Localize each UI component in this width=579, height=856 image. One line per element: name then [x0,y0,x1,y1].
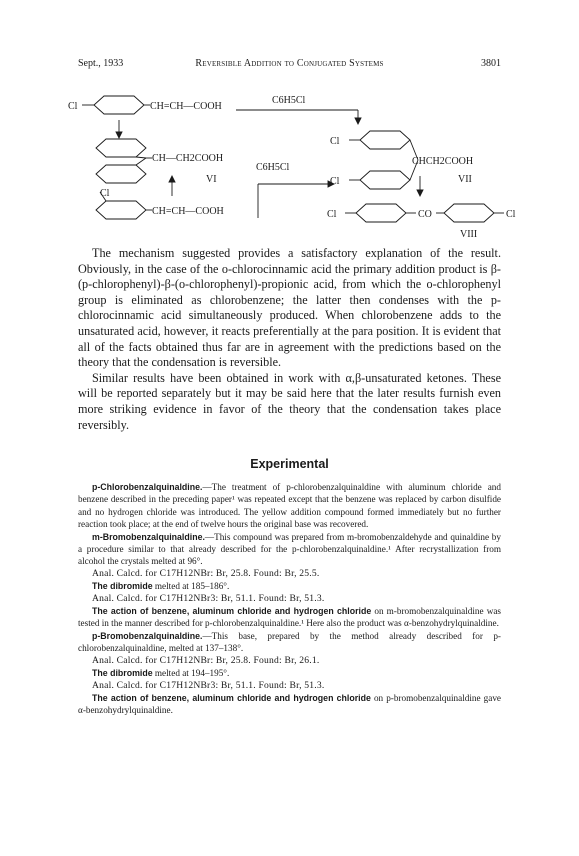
scheme-label-vii: VII [458,174,472,185]
scheme-cl-4: Cl [330,176,340,187]
analysis-3: Anal. Calcd. for C17H12NBr: Br, 25.8. Found: Br, 26.1. [92,654,320,666]
entry-action-p: The action of benzene, aluminum chloride and hydrogen chloride on p-bromobenzalquinaldine gave α-benzohydrylquinaldine. [78,692,501,716]
scheme-cinnamic-2: CH=CH—COOH [152,206,224,217]
scheme-right-chain: CHCH2COOH [412,156,474,167]
paragraph-ketones: Similar results have been obtained in work with α,β-unsaturated ketones. These will be reported separately but it may be said here that the later results furnish even more striking evidence in favor of the theory that the condensation takes place reversibly. [78,370,501,432]
scheme-cl-3: Cl [330,136,340,147]
running-header [78,58,501,72]
scheme-reagent-mid: C6H5Cl [256,162,290,173]
benzene-ring-7 [356,204,406,222]
benzene-ring-6 [360,171,410,189]
benzene-ring-4 [96,201,146,219]
benzene-ring-8 [444,204,494,222]
benzene-ring-3 [96,165,146,183]
analysis-1: Anal. Calcd. for C17H12NBr: Br, 25.8. Found: Br, 25.5. [92,567,320,579]
entry-m-bromobenzalquinaldine: m-Bromobenzalquinaldine.—This compound was prepared from m-bromobenzaldehyde and quinaldine by a procedure similar to that already described for the p-chlorobenzalquinaldine.¹ After recrystallization from alcohol the crystals melted at 96°. [78,531,501,567]
analysis-2: Anal. Calcd. for C17H12NBr3: Br, 51.1. Found: Br, 51.3. [92,592,325,604]
scheme-label-vi: VI [206,174,217,185]
entry-dibromide-2: The dibromide melted at 194–195°. [92,668,230,679]
scheme-label-viii: VIII [460,229,478,240]
page-number: 3801 [481,58,501,69]
scheme-cl-6: Cl [506,209,516,220]
entry-action-m: The action of benzene, aluminum chloride and hydrogen chloride on m-bromobenzalquinaldine was tested in the manner described for p-chlorobenzalquinaldine.¹ Here also the product was α-benzohydrylquinaldine. [78,606,501,629]
discussion-text [78,246,501,433]
header-title: Reversible Addition to Conjugated Systems [195,58,384,69]
scheme-cl-1: Cl [68,101,78,112]
entry-dibromide-1: The dibromide melted at 185–186°. [92,581,230,592]
scheme-propionic: CH—CH2COOH [152,153,224,164]
benzene-ring-1 [94,96,144,114]
reaction-scheme [60,80,520,240]
section-heading-experimental: Experimental [250,457,329,471]
scheme-cl-2: Cl [100,188,110,199]
scheme-cinnamic-1: CH=CH—COOH [150,101,222,112]
benzene-ring-2 [96,139,146,157]
experimental-text [78,481,501,717]
analysis-4: Anal. Calcd. for C17H12NBr3: Br, 51.1. Found: Br, 51.3. [92,679,325,691]
scheme-co: CO [418,209,432,220]
entry-p-chlorobenzalquinaldine: p-Chlorobenzalquinaldine.—The treatment of p-chlorobenzalquinaldine with aluminum chloride and benzene described in the preceding paper¹ was repeated except that the benzene was replaced by carbon disulfide and no hydrogen chloride was introduced. The yellow addition compound formed immediately but no further reaction took place; at the end of twelve hours the original base was recovered. [78,482,501,530]
scheme-cl-5: Cl [327,209,337,220]
benzene-ring-5 [360,131,410,149]
header-date: Sept., 1933 [78,58,124,69]
paragraph-mechanism: The mechanism suggested provides a satisfactory explanation of the result. Obviously, in the case of the o-chlorocinnamic acid the primary addition product is β-(p-chlorophenyl)-β-(o-chlorophenyl)-propionic acid, from which the o-chlorophenyl group is eliminated as chlorobenzene; the latter then condenses with the p-chlorocinnamic acid simultaneously produced. When chlorobenzene adds to the unsaturated acid, however, it reacts preferentially at the para position. It is evident that all of the facts obtained thus far are in agreement with the predictions based on the theory that the condensation is reversible. [78,246,501,370]
scheme-reagent-top: C6H5Cl [272,95,306,106]
entry-p-bromobenzalquinaldine: p-Bromobenzalquinaldine.—This base, prepared by the method already described for p-chlorobenzalquinaldine, melted at 137–138°. [78,630,501,654]
